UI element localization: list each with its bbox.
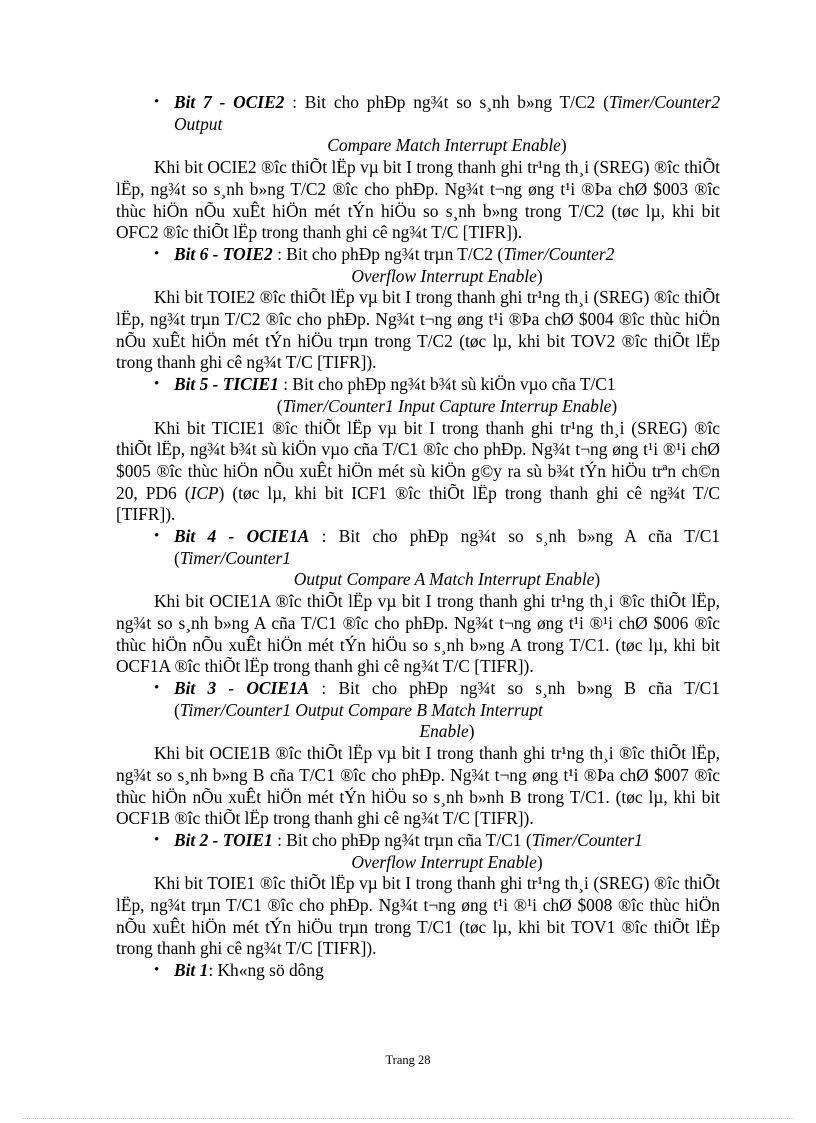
- english-name-continued: Overflow Interrupt Enable: [351, 265, 537, 286]
- english-name: Timer/Counter1: [531, 829, 643, 850]
- english-name: Timer/Counter2: [503, 243, 615, 264]
- bullet-item-bit7: [116, 92, 720, 157]
- page-bottom-divider: [22, 1118, 794, 1119]
- bit-label: Bit 2 - TOIE1: [174, 829, 273, 850]
- page-number: Trang 28: [385, 1053, 431, 1067]
- bit-description: : Bit cho phĐp ng¾t so s¸nh b»ng B cña T/C1 (: [174, 677, 720, 720]
- bit-description: : Bit cho phĐp ng¾t so s¸nh b»ng T/C2 (: [284, 92, 609, 112]
- bit-description: : Bit cho phĐp ng¾t so s¸nh b»ng A cña T/C1 (: [174, 526, 720, 568]
- bullet-item-bit2: [116, 830, 720, 873]
- page-content: [116, 92, 720, 982]
- closing-paren: ): [468, 721, 475, 742]
- bit-label: Bit 6 - TOIE2: [174, 243, 273, 264]
- bit-description: : Kh«ng sö dông: [208, 960, 324, 981]
- paragraph-bit2: Khi bit TOIE1 ®îc thiÕt lËp vµ bit I trong thanh ghi tr¹ng th¸i (SREG) ®îc thiÕt lËp, ng¾t trµn T/C1 ®îc cho phĐp. Ng¾t t¬ng øng t¹i ®¹i chØ $008 ®îc thùc hiÖn nÕu xuÊt hiÖn mét tÝn hiÖu trµn trong T/C1 (tøc lµ, khi bit TOV1 ®îc thiÕt lËp trong thanh ghi cê ng¾t T/C [TIFR]).: [116, 873, 720, 959]
- bit-label: Bit 5 - TICIE1: [174, 374, 279, 395]
- bit-description: : Bit cho phĐp ng¾t trµn cña T/C1 (: [272, 829, 532, 850]
- bullet-item-bit6: [116, 244, 720, 287]
- closing-paren: ): [611, 395, 618, 416]
- paragraph-bit5: [116, 418, 720, 527]
- closing-paren: ): [536, 851, 543, 872]
- bit-label: Bit 7 - OCIE2: [174, 92, 285, 112]
- bit-description: : Bit cho phĐp ng¾t b¾t sù kiÖn vµo cña T/C1: [278, 374, 616, 395]
- bullet-item-bit3: [116, 678, 720, 743]
- pin-name: ICP: [190, 482, 219, 503]
- bit-label: Bit 4 - OCIE1A: [174, 526, 310, 547]
- english-name: Timer/Counter2 Output: [174, 92, 721, 134]
- closing-paren: ): [536, 265, 543, 286]
- paragraph-text: ) (tøc lµ, khi bit ICF1 ®îc thiÕt lËp trong thanh ghi cê ng¾t T/C [TIFR]).: [116, 482, 721, 525]
- bullet-item-bit4: [116, 526, 720, 591]
- english-name-continued: Enable: [419, 721, 469, 742]
- bullet-item-bit5: • Bit 5 - TICIE1 : Bit cho phĐp ng¾t b¾t sù kiÖn vµo cña T/C1 (Timer/Counter1 Input Capture Interrup Enable): [116, 374, 720, 417]
- paragraph-bit7: Khi bit OCIE2 ®îc thiÕt lËp vµ bit I trong thanh ghi tr¹ng th¸i (SREG) ®îc thiÕt lËp, ng¾t so s¸nh b»ng T/C2 ®îc cho phĐp. Ng¾t t¬ng øng t¹i ®Þa chØ $003 ®îc thùc hiÖn nÕu xuÊt hiÖn mét tÝn hiÖu so s¸nh b»ng trong T/C2 (tøc lµ, khi bit OFC2 ®îc thiÕt lËp trong thanh ghi cê ng¾t T/C [TIFR]).: [116, 157, 720, 243]
- bullet-item-bit1: [116, 960, 720, 982]
- english-name-continued: Compare Match Interrupt Enable: [327, 135, 561, 156]
- bit-description: : Bit cho phĐp ng¾t trµn T/C2 (: [272, 243, 504, 264]
- paragraph-text: Khi bit TICIE1 ®îc thiÕt lËp vµ bit I trong thanh ghi tr¹ng th¸i (SREG) ®îc thiÕt lËp, ng¾t b¾t sù kiÖn vµo cña T/C1 ®îc cho phĐp. Ng¾t t¬ng øng t¹i ®¹i chØ $005 ®îc thùc hiÖn nÕu xuÊt hiÖn mét sù kiÖn g©y ra sù b¾t tÝn hiÖu trªn ch©n 20, PD6 (: [116, 417, 720, 503]
- paragraph-bit3: Khi bit OCIE1B ®îc thiÕt lËp vµ bit I trong thanh ghi tr¹ng th¸i ®îc thiÕt lËp, ng¾t so s¸nh b»ng B cña T/C1 ®îc cho phĐp. Ng¾t t¬ng øng t¹i ®Þa chØ $007 ®îc thùc hiÖn nÕu xuÊt hiÖn mét tÝn hiÖu so s¸nh b»nh B trong T/C1. (tøc lµ, khi bit OCF1B ®îc thiÕt lËp trong thanh ghi cê ng¾t T/C [TIFR]).: [116, 743, 720, 829]
- english-name: Timer/Counter1 Output Compare B Match Interrupt: [179, 699, 543, 720]
- english-name-continued: Overflow Interrupt Enable: [351, 851, 537, 872]
- english-name: Timer/Counter1: [179, 547, 291, 568]
- english-name-continued: Output Compare A Match Interrupt Enable: [293, 569, 595, 590]
- paragraph-bit4: Khi bit OCIE1A ®îc thiÕt lËp vµ bit I trong thanh ghi tr¹ng th¸i ®îc thiÕt lËp, ng¾t so s¸nh b»ng A cña T/C1 ®îc cho phĐp. Ng¾t t¬ng øng t¹i ®¹i chØ $006 ®îc thùc hiÖn nÕu xuÊt hiÖn mét tÝn hiÖu so s¸nh b»ng A trong T/C1. (tøc lµ, khi bit OCF1A ®îc thiÕt lËp trong thanh ghi cê ng¾t T/C [TIFR]).: [116, 591, 720, 677]
- english-name: Timer/Counter1 Input Capture Interrup Enable: [282, 395, 612, 416]
- paragraph-bit6: Khi bit TOIE2 ®îc thiÕt lËp vµ bit I trong thanh ghi tr¹ng th¸i (SREG) ®îc thiÕt lËp, ng¾t trµn T/C2 ®îc cho phĐp. Ng¾t t¬ng øng t¹i ®Þa chØ $004 ®îc thùc hiÖn nÕu xuÊt hiÖn mét tÝn hiÖu trµn trong T/C2 (tøc lµ, khi bit TOV2 ®îc thiÕt lËp trong thanh ghi cê ng¾t T/C [TIFR]).: [116, 287, 720, 373]
- bit-label: Bit 3 - OCIE1A: [174, 677, 310, 698]
- closing-paren: ): [560, 135, 567, 156]
- closing-paren: ): [594, 569, 601, 590]
- bit-label: Bit 1: [174, 960, 209, 981]
